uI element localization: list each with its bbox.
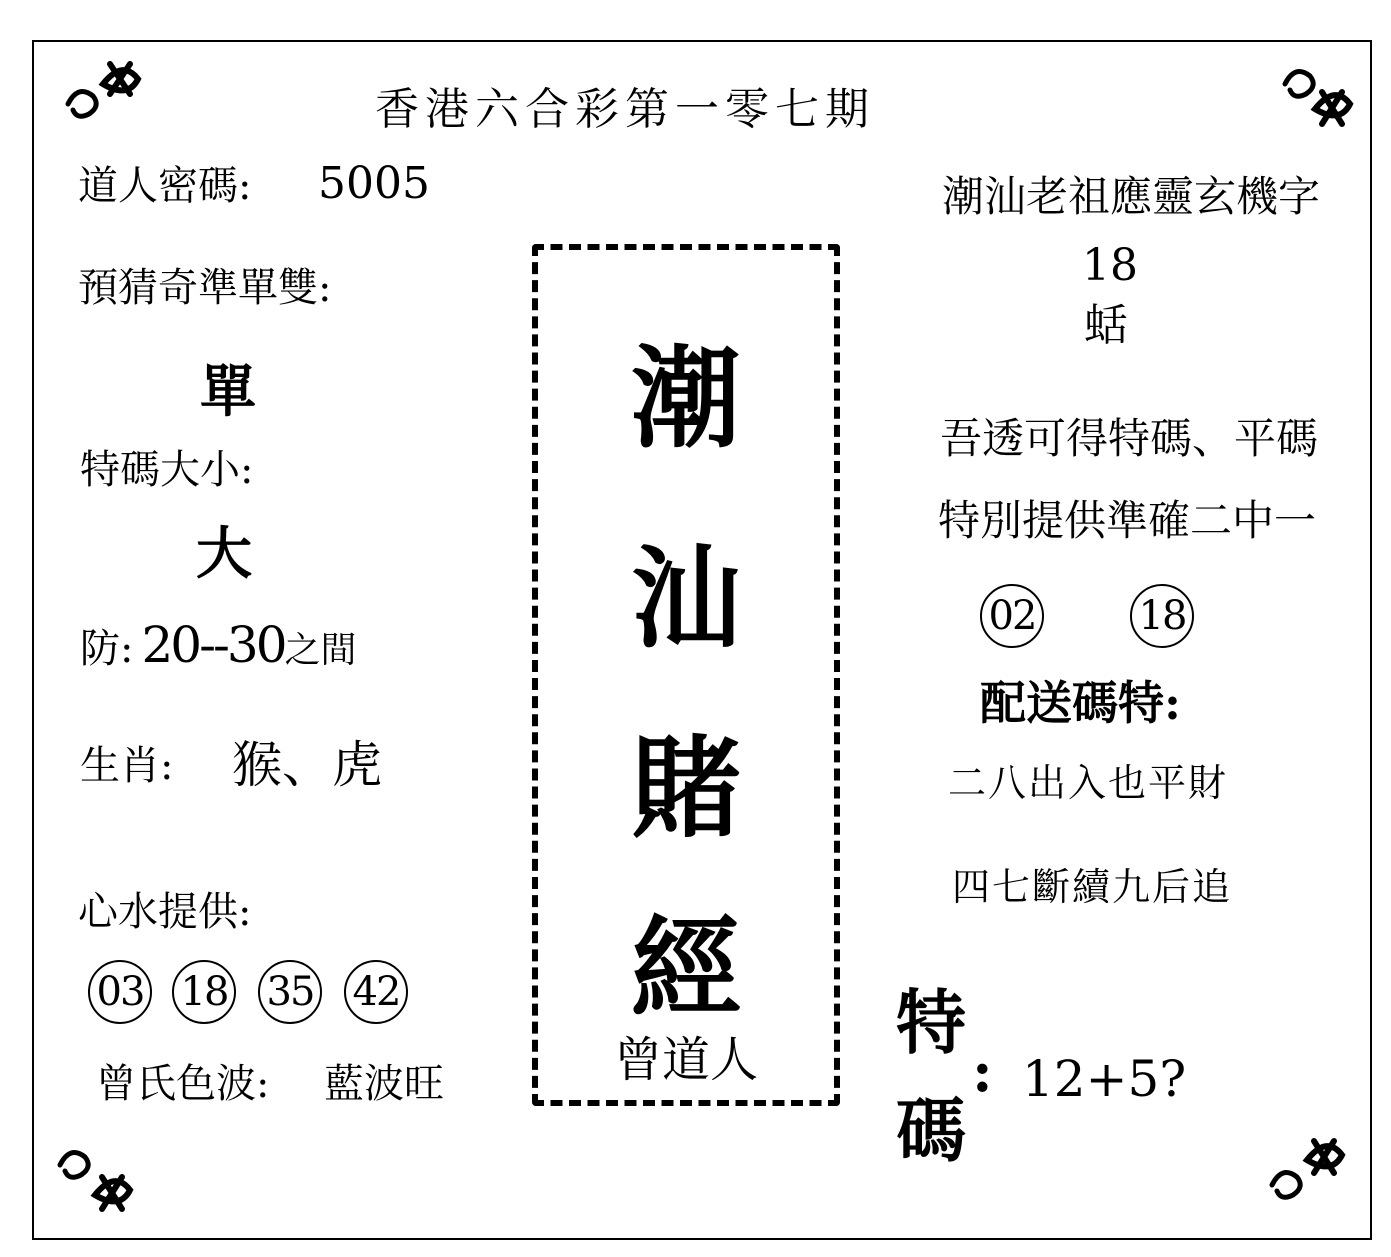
tema-colon: : — [972, 1039, 993, 1105]
size-value: 大 — [196, 521, 252, 587]
guard-line — [80, 616, 357, 674]
scripture-box — [532, 244, 840, 1106]
guard-suffix: 之間 — [284, 630, 357, 671]
heart-number-ball: 42 — [344, 960, 408, 1024]
password-label: 道人密碼: — [78, 163, 252, 209]
heart-number-ball: 35 — [258, 960, 322, 1024]
tema-char-top: 特 — [896, 981, 966, 1064]
author-name: 曾道人 — [613, 1032, 758, 1088]
odd-even-label: 預猜奇準單雙: — [78, 265, 332, 311]
corner-ornament-icon — [58, 54, 148, 134]
corner-ornament-icon — [1270, 54, 1360, 134]
zodiac-label: 生肖: — [80, 743, 174, 789]
password-value: 5005 — [318, 158, 430, 209]
claim-line-2: 特別提供準確二中一 — [938, 496, 1317, 545]
mystic-number: 18 — [1082, 240, 1138, 291]
guard-label: 防: — [80, 626, 134, 672]
gift-label: 配送碼特: — [980, 676, 1181, 730]
color-value: 藍波旺 — [324, 1061, 444, 1107]
verse-line-1: 二八出入也平財 — [948, 761, 1229, 805]
corner-ornament-icon — [1262, 1135, 1352, 1215]
tema-char-bottom: 碼 — [896, 1089, 966, 1172]
scripture-char: 經 — [631, 904, 741, 1033]
pair-number-ball: 18 — [1130, 584, 1194, 648]
scripture-char: 汕 — [631, 534, 741, 663]
pair-number-ball: 02 — [980, 584, 1044, 648]
page-title: 香港六合彩第一零七期 — [375, 84, 875, 135]
guard-range: 20--30 — [141, 616, 285, 674]
claim-line-1: 吾透可得特碼、平碼 — [940, 414, 1319, 463]
corner-ornament-icon — [50, 1135, 140, 1215]
scripture-char: 賭 — [631, 724, 741, 853]
color-label: 曾氏色波: — [96, 1061, 270, 1107]
odd-even-value: 單 — [200, 359, 256, 425]
zodiac-value: 猴、虎 — [232, 736, 382, 794]
tema-value: 12+5? — [1022, 1050, 1187, 1108]
size-label: 特碼大小: — [80, 447, 254, 493]
heart-number-ball: 03 — [88, 960, 152, 1024]
heart-label: 心水提供: — [78, 889, 252, 935]
scripture-char: 潮 — [631, 334, 741, 463]
verse-line-2: 四七斷續九后追 — [952, 865, 1233, 909]
mystic-title: 潮汕老祖應靈玄機字 — [942, 172, 1321, 221]
heart-number-ball: 18 — [172, 960, 236, 1024]
mystic-char: 蛞 — [1084, 300, 1128, 351]
